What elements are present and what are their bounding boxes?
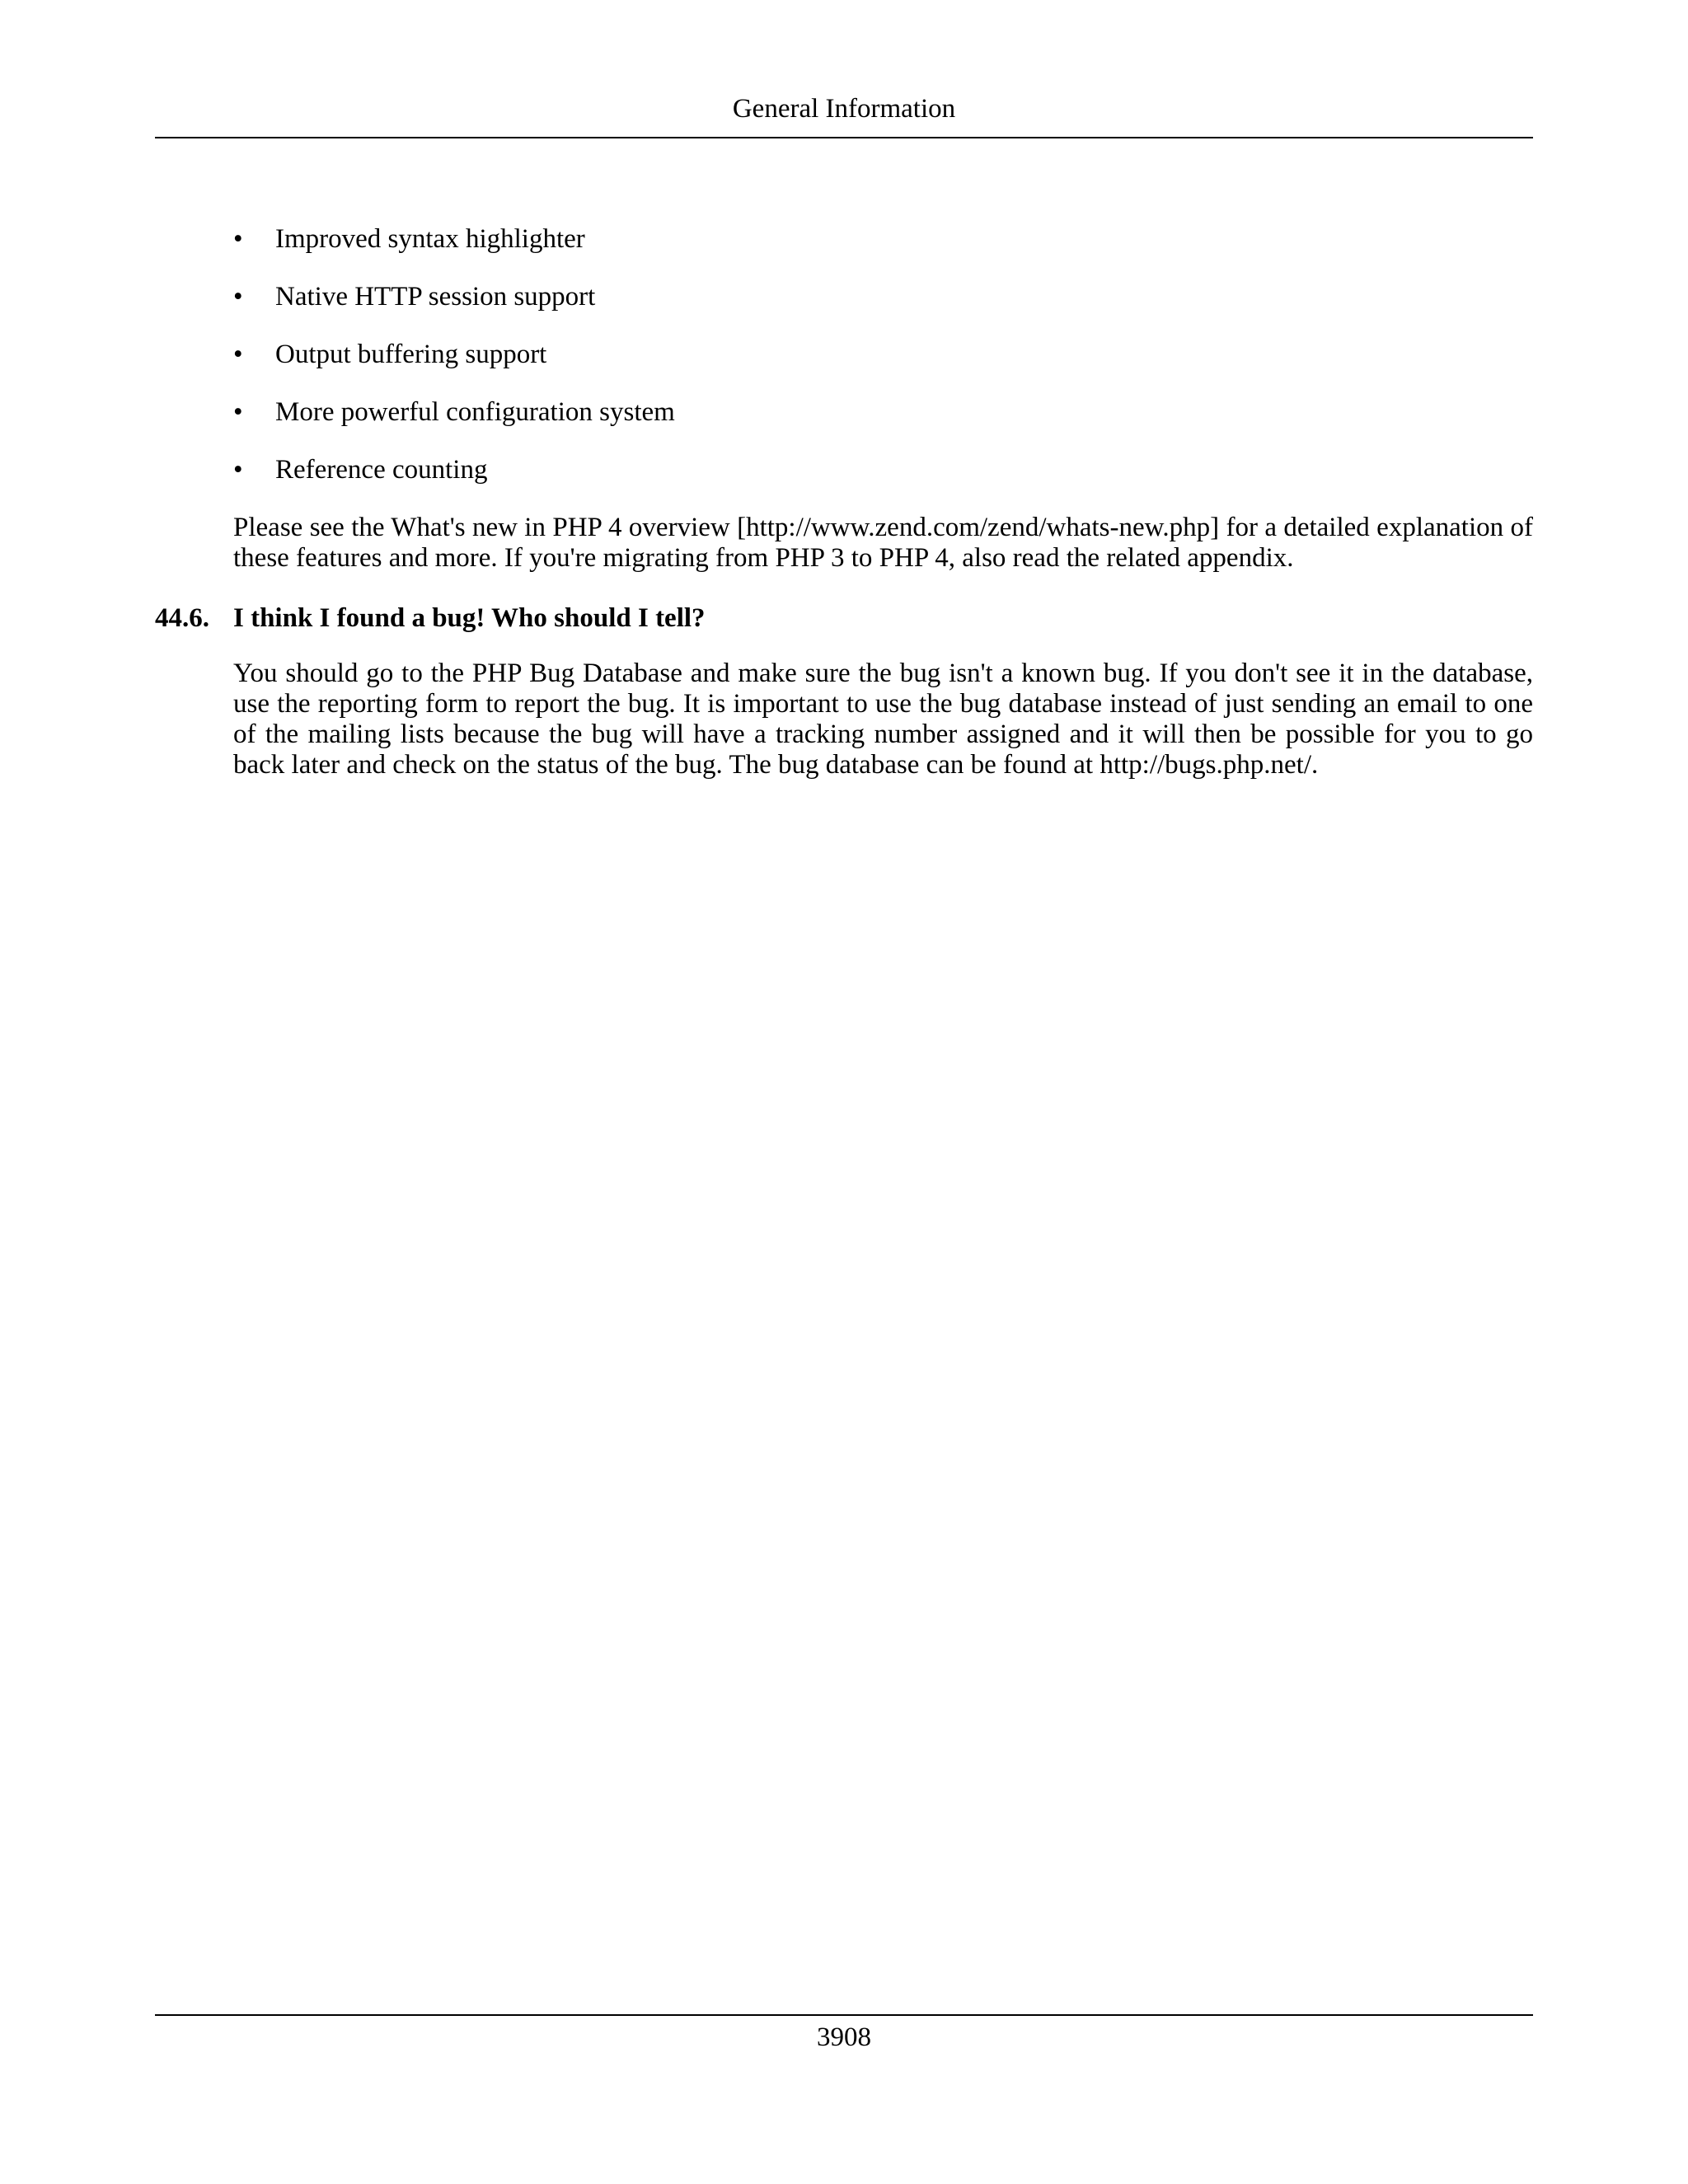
list-item-text: Native HTTP session support bbox=[275, 282, 596, 312]
bullet-icon: • bbox=[233, 397, 243, 427]
bullet-icon: • bbox=[233, 340, 243, 369]
list-item bbox=[233, 280, 1533, 313]
section-heading bbox=[155, 602, 1533, 635]
page-number: 3908 bbox=[817, 2022, 871, 2052]
list-item bbox=[233, 453, 1533, 486]
intro-paragraph: Please see the What's new in PHP 4 overview [http://www.zend.com/zend/whats-new.php] for a detailed explanation of these features and more. If you're migrating from PHP 3 to PHP 4, also read the related appendix. bbox=[233, 513, 1533, 573]
list-item bbox=[233, 223, 1533, 255]
bullet-icon: • bbox=[233, 455, 243, 485]
list-item-text: Improved syntax highlighter bbox=[275, 224, 585, 254]
footer-rule bbox=[155, 2014, 1533, 2016]
section-number: 44.6. bbox=[155, 603, 209, 633]
header-rule bbox=[155, 137, 1533, 138]
list-item-text: Reference counting bbox=[275, 455, 488, 485]
list-item-text: Output buffering support bbox=[275, 340, 547, 369]
section-title: I think I found a bug! Who should I tell? bbox=[233, 603, 706, 633]
bullet-icon: • bbox=[233, 282, 243, 312]
list-item-text: More powerful configuration system bbox=[275, 397, 675, 427]
section-body: You should go to the PHP Bug Database and make sure the bug isn't a known bug. If you don't see it in the database, use the reporting form to report the bug. It is important to use the bug database instead of just sending an email to one of the mailing lists because the bug will have a tracking number assigned and it will then be possible for you to go back later and check on the status of the bug. The bug database can be found at http://bugs.php.net/. bbox=[233, 658, 1533, 780]
list-item bbox=[233, 338, 1533, 371]
running-header: General Information bbox=[732, 94, 956, 124]
bullet-icon: • bbox=[233, 224, 243, 254]
list-item bbox=[233, 396, 1533, 429]
feature-list bbox=[233, 223, 1533, 511]
